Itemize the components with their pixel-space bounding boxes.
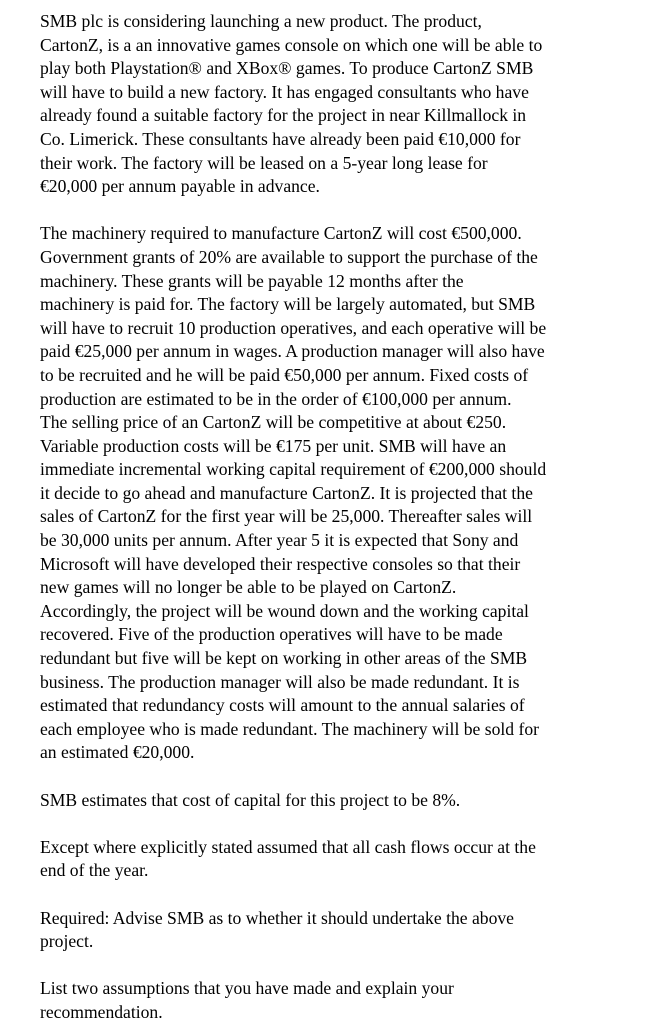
text-line: recommendation.: [40, 1001, 163, 1022]
text-line: €20,000 per annum payable in advance.: [40, 176, 320, 197]
text-line: will have to recruit 10 production operatives, and each operative will be: [40, 317, 547, 338]
text-line: project.: [40, 931, 94, 952]
text-line: The selling price of an CartonZ will be competitive at about €250.: [40, 412, 507, 433]
text-line: end of the year.: [40, 860, 149, 881]
text-line: sales of CartonZ for the first year will be 25,000. Thereafter sales will: [40, 506, 533, 527]
text-line: paid €25,000 per annum in wages. A production manager will also have: [40, 341, 545, 362]
paragraph-p6: [40, 977, 633, 1024]
text-line: will have to build a new factory. It has engaged consultants who have: [40, 81, 529, 102]
paragraph-gap: [40, 954, 633, 978]
text-line: Co. Limerick. These consultants have already been paid €10,000 for: [40, 128, 521, 149]
document-body: [40, 10, 633, 1025]
text-line: play both Playstation® and XBox® games. To produce CartonZ SMB: [40, 58, 534, 79]
text-line: List two assumptions that you have made and explain your: [40, 978, 454, 999]
text-line: to be recruited and he will be paid €50,000 per annum. Fixed costs of: [40, 364, 529, 385]
paragraph-p3: [40, 789, 633, 813]
paragraph-gap: [40, 199, 633, 223]
text-line: be 30,000 units per annum. After year 5 it is expected that Sony and: [40, 530, 519, 551]
text-line: each employee who is made redundant. The machinery will be sold for: [40, 718, 539, 739]
text-line: an estimated €20,000.: [40, 742, 195, 763]
text-line: Accordingly, the project will be wound down and the working capital: [40, 600, 529, 621]
text-line: redundant but five will be kept on working in other areas of the SMB: [40, 648, 528, 669]
paragraph-p2: [40, 222, 633, 765]
paragraph-gap: [40, 883, 633, 907]
text-line: machinery is paid for. The factory will be largely automated, but SMB: [40, 294, 536, 315]
text-line: machinery. These grants will be payable 12 months after the: [40, 270, 464, 291]
text-line: production are estimated to be in the order of €100,000 per annum.: [40, 388, 512, 409]
paragraph-gap: [40, 812, 633, 836]
text-line: Required: Advise SMB as to whether it should undertake the above: [40, 907, 514, 928]
paragraph-p5: [40, 907, 633, 954]
text-line: recovered. Five of the production operatives will have to be made: [40, 624, 503, 645]
text-line: immediate incremental working capital requirement of €200,000 should: [40, 459, 547, 480]
text-line: The machinery required to manufacture CartonZ will cost €500,000.: [40, 223, 522, 244]
text-line: Government grants of 20% are available to support the purchase of the: [40, 246, 538, 267]
paragraph-gap: [40, 765, 633, 789]
text-line: Variable production costs will be €175 per unit. SMB will have an: [40, 435, 507, 456]
text-line: CartonZ, is a an innovative games console on which one will be able to: [40, 34, 543, 55]
paragraph-p1: [40, 10, 633, 199]
text-line: estimated that redundancy costs will amount to the annual salaries of: [40, 695, 525, 716]
text-line: SMB plc is considering launching a new product. The product,: [40, 11, 482, 31]
text-line: already found a suitable factory for the project in near Killmallock in: [40, 105, 527, 126]
text-line: Microsoft will have developed their respective consoles so that their: [40, 553, 521, 574]
text-line: SMB estimates that cost of capital for this project to be 8%.: [40, 789, 461, 810]
text-line: Except where explicitly stated assumed that all cash flows occur at the: [40, 836, 536, 857]
text-line: their work. The factory will be leased on a 5-year long lease for: [40, 152, 488, 173]
paragraph-p4: [40, 836, 633, 883]
text-line: business. The production manager will also be made redundant. It is: [40, 671, 520, 692]
text-line: new games will no longer be able to be played on CartonZ.: [40, 577, 457, 598]
text-line: it decide to go ahead and manufacture CartonZ. It is projected that the: [40, 482, 533, 503]
